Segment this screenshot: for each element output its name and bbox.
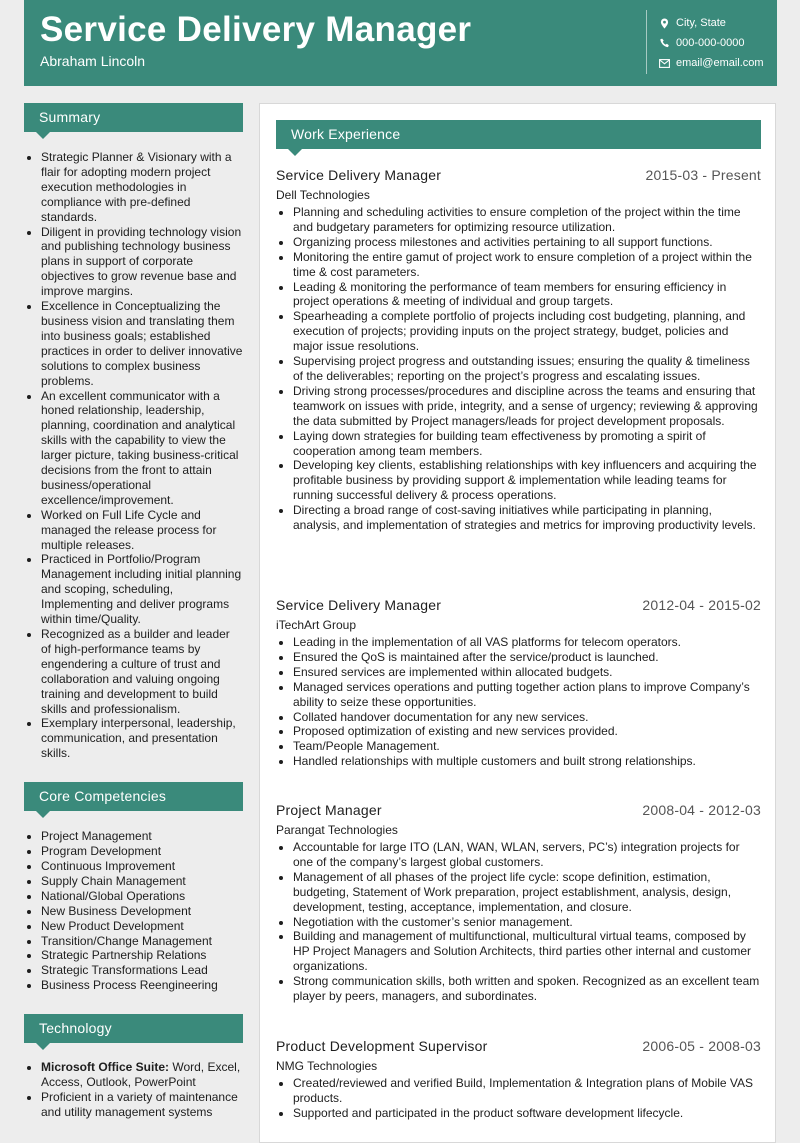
job-header [276, 167, 761, 187]
job-bullet: • Monitoring the entire gamut of project work to ensure completion of a project within the time & cost parameters. [293, 250, 761, 280]
competency-item: • New Business Development [41, 904, 243, 919]
job-entry [276, 802, 761, 1004]
job-bullet: • Supported and participated in the product software development lifecycle. [293, 1106, 761, 1121]
competencies-heading: Core Competencies [24, 782, 243, 811]
competency-item: • Transition/Change Management [41, 934, 243, 949]
sidebar [24, 103, 243, 1120]
job-bullet: • Proposed optimization of existing and new services provided. [293, 724, 761, 739]
job-bullet: • Supervising project progress and outstanding issues; ensuring the quality & timeliness of the deliverables; reporting on the project’s progress and escalating issues. [293, 354, 761, 384]
job-bullet: • Leading & monitoring the performance of team members for ensuring efficiency in project operations & meeting of individual and group targets. [293, 280, 761, 310]
job-bullet: • Organizing process milestones and activities pertaining to all support functions. [293, 235, 761, 250]
job-bullet: • Handled relationships with multiple customers and built strong relationships. [293, 754, 761, 769]
job-title: Product Development Supervisor [276, 1038, 488, 1054]
competency-item: • New Product Development [41, 919, 243, 934]
job-bullet: • Spearheading a complete portfolio of projects including cost budgeting, planning, and execution of projects; providing inputs on the project strategy, budget, policies and major issue resolutions. [293, 309, 761, 354]
job-bullet: • Team/People Management. [293, 739, 761, 754]
competency-item: • Project Management [41, 829, 243, 844]
job-dates: 2008-04 - 2012-03 [642, 802, 761, 818]
competency-item: • Continuous Improvement [41, 859, 243, 874]
job-title: Service Delivery Manager [276, 167, 442, 183]
office-suite-text: Word, Excel, Access, Outlook, PowerPoint [41, 1060, 241, 1090]
job-bullet: • Collated handover documentation for any new services. [293, 710, 761, 725]
job-title: Service Delivery Manager [276, 597, 442, 613]
competency-item: • Program Development [41, 844, 243, 859]
email-text[interactable]: email@email.com [676, 57, 764, 69]
summary-item: • Excellence in Conceptualizing the business vision and translating them into business goals; established practices in order to deliver innovative solutions to complex business problems. [41, 299, 243, 388]
phone-text: 000-000-0000 [676, 37, 745, 49]
job-header [276, 802, 761, 822]
technology-list [24, 1060, 243, 1120]
job-bullet: • Driving strong processes/procedures and discipline across the teams and ensuring that teamwork on issues with pride, integrity, and a sense of urgency; reviewing & approving the data submitted by Project managers/leads for project development proposals. [293, 384, 761, 429]
candidate-name: Abraham Lincoln [40, 53, 146, 69]
competency-item: • National/Global Operations [41, 889, 243, 904]
summary-item: • Strategic Planner & Visionary with a flair for adopting modern project execution methodologies in compliance with pre-defined standards. [41, 150, 243, 225]
phone-icon [657, 38, 672, 48]
location-pin-icon [657, 18, 672, 29]
main-content [259, 103, 776, 1143]
job-bullet: • Management of all phases of the project life cycle: scope definition, estimation, budgeting, Statement of Work preparation, project establishment, analysis, design, development, testing, acceptance, implementation, and closure. [293, 870, 761, 915]
job-entry [276, 167, 761, 533]
job-bullet: • Accountable for large ITO (LAN, WAN, WLAN, servers, PC’s) integration projects for one of the company’s largest global customers. [293, 840, 761, 870]
resume-title: Service Delivery Manager [40, 10, 472, 49]
job-bullet: • Leading in the implementation of all VAS platforms for telecom operators. [293, 635, 761, 650]
job-bullet: • Ensured the QoS is maintained after the service/product is launched. [293, 650, 761, 665]
contact-location [657, 13, 775, 33]
envelope-icon [657, 59, 672, 68]
resume-header [24, 0, 777, 86]
job-entry [276, 1038, 761, 1121]
summary-item: • An excellent communicator with a honed relationship, leadership, planning, coordination and analytical skills with the capability to view the larger picture, taking business-critical decisions from the front to attain business/operational excellence/improvement. [41, 389, 243, 508]
summary-item: • Practiced in Portfolio/Program Management including initial planning and scoping, scheduling, Implementing and deliver programs within time/Quality. [41, 552, 243, 627]
company-name: NMG Technologies [276, 1059, 378, 1073]
summary-list [24, 150, 243, 761]
summary-item: • Exemplary interpersonal, leadership, communication, and presentation skills. [41, 716, 243, 761]
job-bullet: • Negotiation with the customer’s senior management. [293, 915, 761, 930]
summary-item: • Worked on Full Life Cycle and managed the release process for multiple releases. [41, 508, 243, 553]
job-bullets [276, 205, 761, 533]
office-suite-label: Microsoft Office Suite: [41, 1060, 170, 1075]
job-dates: 2006-05 - 2008-03 [642, 1038, 761, 1054]
competency-item: • Strategic Partnership Relations [41, 948, 243, 963]
job-bullet: • Planning and scheduling activities to ensure completion of the project within the time and budgetary parameters for optimizing resource utilization. [293, 205, 761, 235]
technology-heading: Technology [24, 1014, 243, 1043]
job-bullet: • Directing a broad range of cost-saving initiatives while participating in planning, analysis, and implementation of strategies and metrics for improving productivity levels. [293, 503, 761, 533]
job-dates: 2012-04 - 2015-02 [642, 597, 761, 613]
technology-item: • Proficient in a variety of maintenance and utility management systems [41, 1090, 243, 1120]
job-header [276, 1038, 761, 1058]
job-bullet: • Managed services operations and putting together action plans to improve Company’s ability to seize these opportunities. [293, 680, 761, 710]
technology-item [41, 1060, 243, 1090]
summary-heading: Summary [24, 103, 243, 132]
competency-item: • Supply Chain Management [41, 874, 243, 889]
job-header [276, 597, 761, 617]
job-bullet: • Developing key clients, establishing relationships with key influencers and acquiring the profitable business by providing support & implementation while leading teams for running successful delivery & process operations. [293, 458, 761, 503]
job-bullet: • Strong communication skills, both written and spoken. Recognized as an excellent team player by peers, managers, and subordinates. [293, 974, 761, 1004]
competencies-list [24, 829, 243, 993]
location-text: City, State [676, 17, 726, 29]
header-divider [646, 10, 647, 74]
contact-phone [657, 33, 775, 53]
contact-email [657, 53, 775, 73]
job-bullet: • Ensured services are implemented within allocated budgets. [293, 665, 761, 680]
competency-item: • Business Process Reengineering [41, 978, 243, 993]
company-name: Parangat Technologies [276, 823, 398, 837]
job-title: Project Manager [276, 802, 382, 818]
contact-block [657, 13, 775, 73]
job-dates: 2015-03 - Present [645, 167, 761, 183]
job-bullets [276, 840, 761, 1004]
job-bullet: • Created/reviewed and verified Build, Implementation & Integration plans of Mobile VAS products. [293, 1076, 761, 1106]
competency-item: • Strategic Transformations Lead [41, 963, 243, 978]
summary-item: • Diligent in providing technology vision and publishing technology business plans in support of corporate objectives to grow revenue base and improve margins. [41, 225, 243, 300]
work-experience-heading: Work Experience [276, 120, 761, 149]
job-bullets [276, 635, 761, 769]
company-name: iTechArt Group [276, 618, 357, 632]
job-bullet: • Building and management of multifunctional, multicultural virtual teams, composed by HP Project Managers and Solution Architects, third parties other internal and customer organizations. [293, 929, 761, 974]
company-name: Dell Technologies [276, 188, 370, 202]
summary-item: • Recognized as a builder and leader of high-performance teams by engendering a culture of trust and collaboration and valuing ongoing training and development to build skills and professionalism. [41, 627, 243, 716]
job-bullet: • Laying down strategies for building team effectiveness by promoting a spirit of cooperation among team members. [293, 429, 761, 459]
job-bullets [276, 1076, 761, 1121]
job-entry [276, 597, 761, 769]
